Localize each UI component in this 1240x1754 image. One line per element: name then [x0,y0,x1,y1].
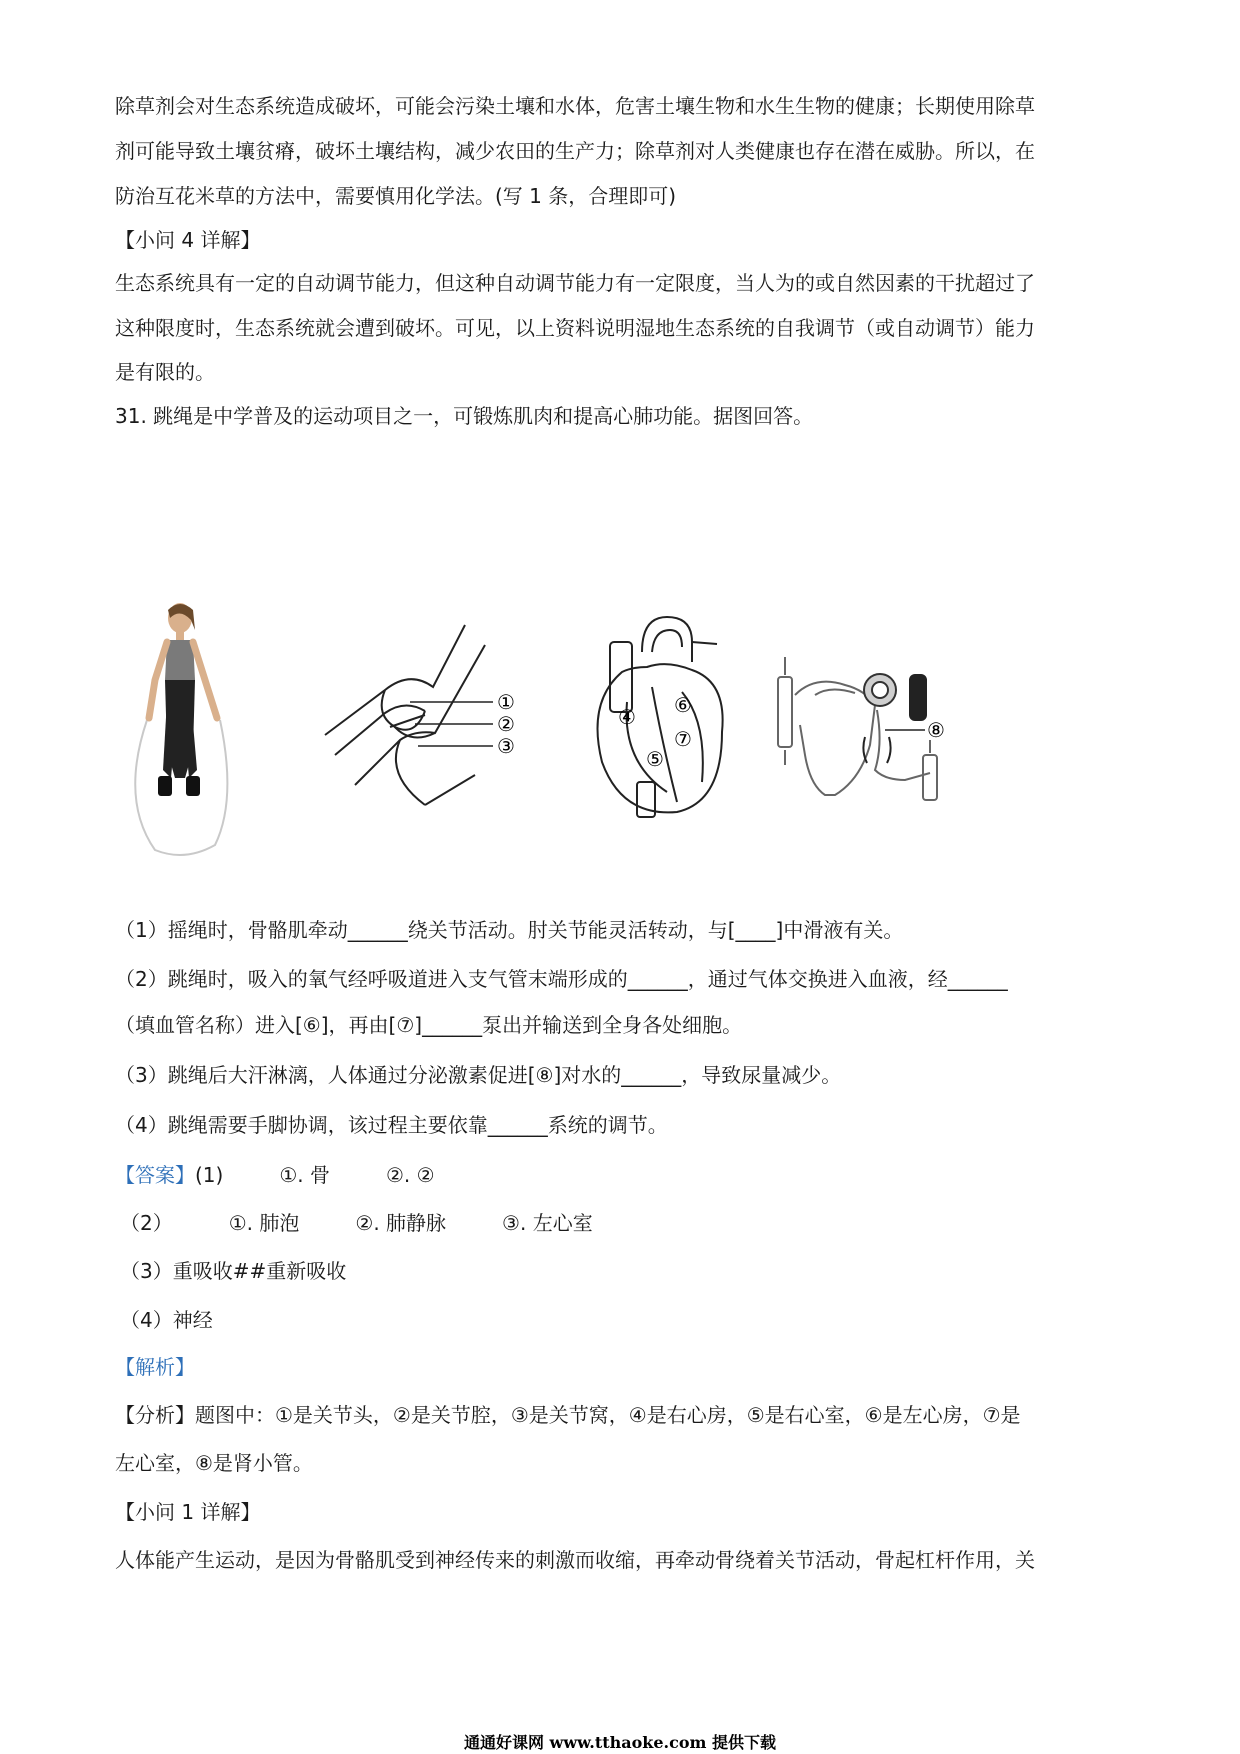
label-nephron-8: ⑧ [927,718,945,742]
text-line: 是有限的。 [115,360,215,384]
label-heart-5: ⑤ [646,747,664,771]
page-footer: 通通好课网 www.tthaoke.com 提供下载 [463,1733,777,1752]
jump-rope-person-figure [125,600,235,860]
answer-row-3: （3）重吸收##重新吸收 [120,1259,347,1283]
text-line: 这种限度时，生态系统就会遭到破坏。可见，以上资料说明湿地生态系统的自我调节（或自动调节）能力 [115,316,1035,340]
answer-item: ②. ② [386,1163,435,1187]
nephron-figure [765,655,975,815]
question-line: （2）跳绳时，吸入的氧气经呼吸道进入支气管末端形成的______，通过气体交换进入血液，经______ [115,967,1008,991]
question-line: （填血管名称）进入[⑥]，再由[⑦]______泵出并输送到全身各处细胞。 [115,1013,743,1037]
answer-num: （2） [120,1211,173,1235]
analysis-line: 左心室，⑧是肾小管。 [115,1451,313,1475]
section-heading: 【小问 1 详解】 [115,1500,261,1524]
answer-item: ②. 肺静脉 [355,1211,447,1235]
question-line: （4）跳绳需要手脚协调，该过程主要依靠______系统的调节。 [115,1113,668,1137]
text-line: 生态系统具有一定的自动调节能力，但这种自动调节能力有一定限度，当人为的或自然因素的干扰超过了 [115,271,1035,295]
heart-figure [582,612,732,822]
analysis-label: 【解析】 [115,1355,195,1379]
label-heart-4: ④ [618,705,636,729]
text-line: 防治互花米草的方法中，需要慎用化学法。(写 1 条，合理即可) [115,184,677,208]
elbow-joint-figure [315,615,545,820]
answer-item: ①. 骨 [279,1163,330,1187]
answer-row-1 [115,1160,435,1190]
text-line: 人体能产生运动，是因为骨骼肌受到神经传来的刺激而收缩，再牵动骨绕着关节活动，骨起杠杆作用，关 [115,1548,1035,1572]
question-line: （3）跳绳后大汗淋漓，人体通过分泌激素促进[⑧]对水的______，导致尿量减少。 [115,1063,842,1087]
label-heart-6: ⑥ [674,693,692,717]
answer-item: ③. 左心室 [502,1211,593,1235]
answer-row-2 [120,1208,593,1238]
section-heading: 【小问 4 详解】 [115,228,261,252]
label-joint-3: ③ [497,734,515,758]
text-line: 除草剂会对生态系统造成破坏，可能会污染土壤和水体，危害土壤生物和水生生物的健康；长期使用除草 [115,94,1035,118]
question-stem: 31. 跳绳是中学普及的运动项目之一，可锻炼肌肉和提高心肺功能。据图回答。 [115,404,814,428]
answer-label: 【答案】 [115,1163,195,1187]
text-line: 剂可能导致土壤贫瘠，破坏土壤结构，减少农田的生产力；除草剂对人类健康也存在潜在威胁。所以，在 [115,139,1035,163]
label-heart-7: ⑦ [674,727,692,751]
label-joint-2: ② [497,712,515,736]
label-joint-1: ① [497,690,515,714]
answer-num: (1) [195,1163,224,1187]
question-line: （1）摇绳时，骨骼肌牵动______绕关节活动。肘关节能灵活转动，与[____]中滑液有关。 [115,918,904,942]
answer-item: ①. 肺泡 [228,1211,300,1235]
answer-row-4: （4）神经 [120,1308,213,1332]
analysis-line: 【分析】题图中：①是关节头，②是关节腔，③是关节窝，④是右心房，⑤是右心室，⑥是左心房，⑦是 [115,1403,1021,1427]
